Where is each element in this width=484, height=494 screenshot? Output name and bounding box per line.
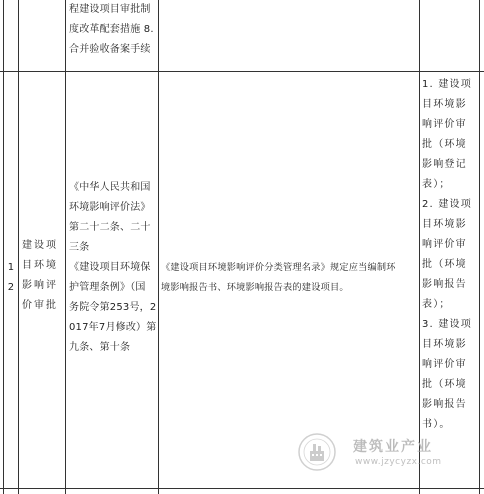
text-line: 《建设项目环境影响评价分类管理名录》规定应当编制环 [161, 262, 396, 273]
list-line: 表）； [422, 179, 451, 190]
text-line: 建设项 [22, 240, 58, 251]
list-line: 书）。 [422, 419, 451, 430]
row-number [6, 258, 16, 298]
list-line: 影响报告 [422, 399, 467, 410]
column-divider [65, 0, 66, 494]
list-line: 目环境影 [422, 219, 467, 230]
list-line: 表）； [422, 299, 451, 310]
row-divider [0, 488, 484, 489]
column-divider [3, 0, 4, 494]
text-line: 三条 [69, 242, 90, 253]
text-line: 务院令第253号，2 [69, 302, 157, 313]
seal-icon [297, 432, 337, 472]
column-divider [419, 0, 420, 494]
legal-basis [69, 178, 157, 358]
item-name [22, 236, 64, 316]
list-line: 批（环境 [422, 379, 467, 390]
site-watermark [297, 432, 484, 472]
list-line: 响评价审 [422, 239, 467, 250]
text-line: 合并验收备案手续 [69, 44, 151, 55]
text-line: 护管理条例》（国 [69, 282, 146, 293]
list-line: 1. 建设项 [422, 79, 472, 90]
application-scope [161, 258, 419, 298]
list-line: 目环境影 [422, 99, 467, 110]
list-line: 响评价审 [422, 119, 467, 130]
text-line: 017年7月修改）第 [69, 322, 157, 333]
list-line: 影响报告 [422, 279, 467, 290]
text-line: 程建设项目审批制 [69, 4, 151, 15]
text-line: 《中华人民共和国 [69, 182, 151, 193]
row-number-digit: 1 [7, 262, 15, 273]
approval-items-list [422, 75, 478, 435]
row-divider [0, 71, 484, 72]
row-number-digit: 2 [7, 282, 15, 293]
text-line: 目环境 [22, 260, 58, 271]
text-line: 环境影响评价法》 [69, 202, 151, 213]
watermark-title: 建筑业产业 [353, 439, 433, 455]
list-line: 响评价审 [422, 359, 467, 370]
text-line: 价审批 [22, 300, 58, 311]
text-line: 九条、第十条 [69, 342, 131, 353]
text-line: 境影响报告书、环境影响报告表的建设项目。 [161, 282, 349, 293]
column-divider [158, 0, 159, 494]
list-line: 2. 建设项 [422, 199, 472, 210]
list-line: 目环境影 [422, 339, 467, 350]
watermark-url: www.jzycyzx.com [355, 457, 442, 467]
text-line: 第二十二条、二十 [69, 222, 151, 233]
column-divider [479, 0, 480, 494]
text-line: 度改革配套措施 8. [69, 24, 154, 35]
prev-row-legal-basis [69, 0, 155, 60]
text-line: 影响评 [22, 280, 58, 291]
list-line: 批（环境 [422, 259, 467, 270]
list-line: 影响登记 [422, 159, 467, 170]
column-divider [18, 0, 19, 494]
list-line: 批（环境 [422, 139, 467, 150]
text-line: 《建设项目环境保 [69, 262, 151, 273]
list-line: 3. 建设项 [422, 319, 472, 330]
